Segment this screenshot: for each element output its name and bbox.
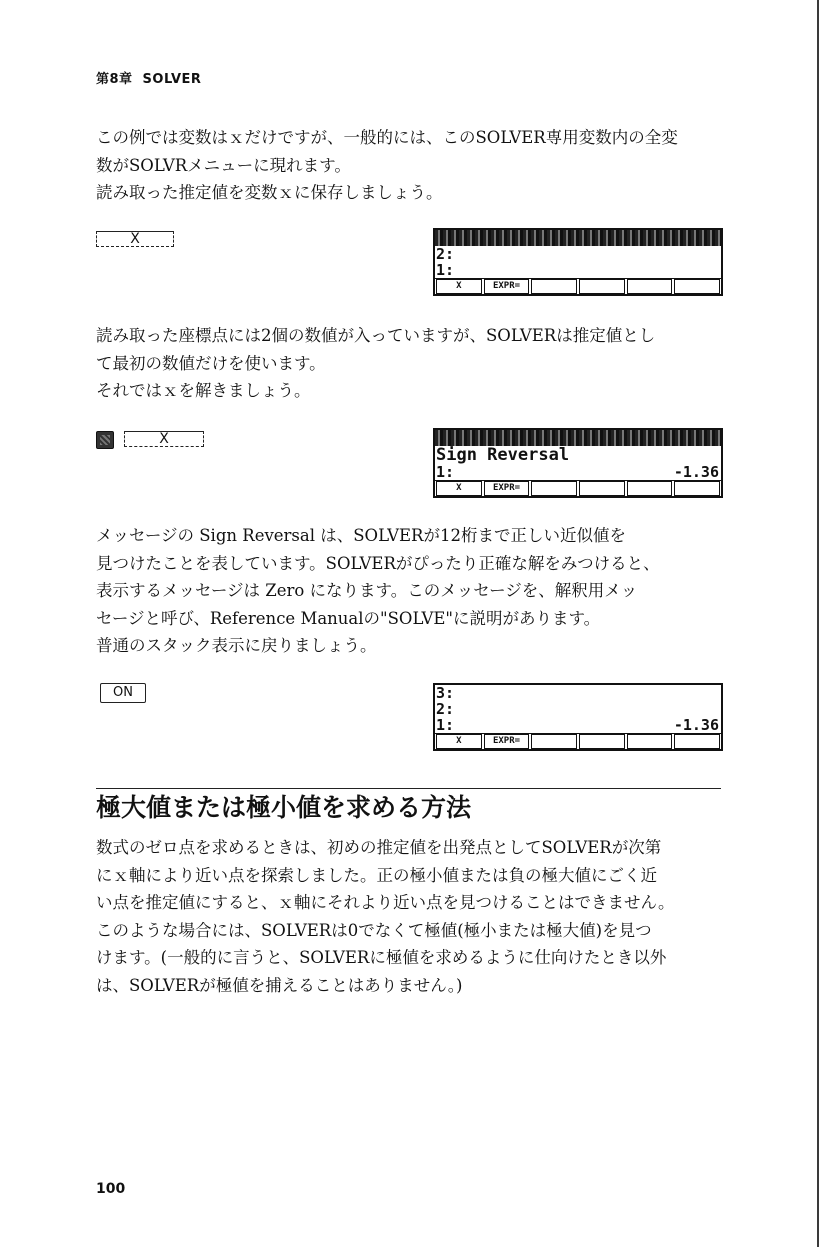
menu-key-blank xyxy=(531,279,577,294)
status-bar xyxy=(435,230,721,246)
text-line: い点を推定値にすると、ｘ軸にそれより近い点を見つけることはできません。 xyxy=(96,893,675,912)
menu-key-expr: EXPR= xyxy=(484,481,530,496)
paragraph-intro xyxy=(96,124,736,207)
stack-value: -1.36 xyxy=(673,463,719,481)
calculator-screen-2 xyxy=(433,428,723,498)
text-line: けます。(一般的に言うと、SOLVERに極値を求めるように仕向けたとき以外 xyxy=(96,948,667,967)
stack-label: 1: xyxy=(436,716,455,734)
x-softkey-label: X xyxy=(159,431,169,447)
menu-row xyxy=(435,278,721,294)
text-line: この例では変数はｘだけですが、一般的には、このSOLVER専用変数内の全変 xyxy=(96,128,678,147)
calculator-screen-3 xyxy=(433,683,723,751)
page-edge-rule xyxy=(817,0,819,1247)
menu-key-x: X xyxy=(436,279,482,294)
text-line: にｘ軸により近い点を探索しました。正の極小値または負の極大値にごく近 xyxy=(96,865,657,885)
menu-key-blank xyxy=(531,734,577,749)
menu-key-blank xyxy=(627,734,673,749)
menu-key-expr: EXPR= xyxy=(484,279,530,294)
menu-key-blank xyxy=(579,481,625,496)
text-line: このような場合には、SOLVERは0でなくて極値(極小または極大値)を見つ xyxy=(96,920,652,940)
text-line: メッセージの Sign Reversal は、SOLVERが12桁まで正しい近似値を xyxy=(96,526,626,545)
stack-level-2 xyxy=(435,246,721,262)
stack-level-1 xyxy=(435,717,721,733)
text-line: 数式のゼロ点を求めるときは、初めの推定値を出発点としてSOLVERが次第 xyxy=(96,838,662,857)
x-softkey-label: X xyxy=(130,231,140,247)
menu-key-blank xyxy=(627,279,673,294)
left-shift-key-icon xyxy=(96,431,114,449)
stack-label: 1: xyxy=(436,463,455,481)
x-softkey xyxy=(124,431,204,447)
stack-label: 2: xyxy=(436,700,455,718)
solver-message: Sign Reversal xyxy=(436,445,570,465)
paragraph-extrema xyxy=(96,834,736,999)
stack-label: 2: xyxy=(436,245,455,263)
page-number: 100 xyxy=(96,1181,126,1197)
menu-key-blank xyxy=(579,734,625,749)
text-line: 読み取った座標点には2個の数値が入っていますが、SOLVERは推定値とし xyxy=(96,326,656,345)
stack-value: -1.36 xyxy=(673,716,719,734)
on-key xyxy=(100,683,146,703)
stack-level-1 xyxy=(435,262,721,278)
menu-row xyxy=(435,480,721,496)
menu-key-x: X xyxy=(436,734,482,749)
paragraph-coordinates xyxy=(96,322,736,405)
stack-label: 1: xyxy=(436,261,455,279)
menu-key-blank xyxy=(531,481,577,496)
menu-key-blank xyxy=(579,279,625,294)
status-bar xyxy=(435,430,721,446)
text-line: は、SOLVERが極値を捕えることはありません。) xyxy=(96,975,463,995)
stack-label: 3: xyxy=(436,684,455,702)
chapter-label: 第8章 xyxy=(96,72,133,87)
on-key-label: ON xyxy=(113,685,133,700)
paragraph-message-explanation xyxy=(96,522,736,660)
text-line: 読み取った推定値を変数ｘに保存しましょう。 xyxy=(96,183,443,202)
text-line: て最初の数値だけを使います。 xyxy=(96,353,326,373)
stack-level-1 xyxy=(435,464,721,480)
menu-key-expr: EXPR= xyxy=(484,734,530,749)
text-line: 表示するメッセージは Zero になります。このメッセージを、解釈用メッ xyxy=(96,581,638,600)
text-line: セージと呼び、Reference Manualの"SOLVE"に説明があります。 xyxy=(96,608,601,628)
running-header xyxy=(96,68,201,87)
section-heading: 極大値または極小値を求める方法 xyxy=(96,788,721,823)
menu-key-blank xyxy=(674,734,720,749)
text-line: それではｘを解きましょう。 xyxy=(96,381,311,400)
menu-key-blank xyxy=(674,481,720,496)
text-line: 見つけたことを表しています。SOLVERがぴったり正確な解をみつけると、 xyxy=(96,553,660,573)
stack-level-3 xyxy=(435,685,721,701)
menu-key-blank xyxy=(674,279,720,294)
section-label: SOLVER xyxy=(142,72,202,87)
calculator-screen-1 xyxy=(433,228,723,296)
text-line: 普通のスタック表示に戻りましょう。 xyxy=(96,636,377,655)
text-line: 数がSOLVRメニューに現れます。 xyxy=(96,155,351,175)
menu-row xyxy=(435,733,721,749)
stack-level-2 xyxy=(435,701,721,717)
menu-key-x: X xyxy=(436,481,482,496)
menu-key-blank xyxy=(627,481,673,496)
x-softkey xyxy=(96,231,174,247)
